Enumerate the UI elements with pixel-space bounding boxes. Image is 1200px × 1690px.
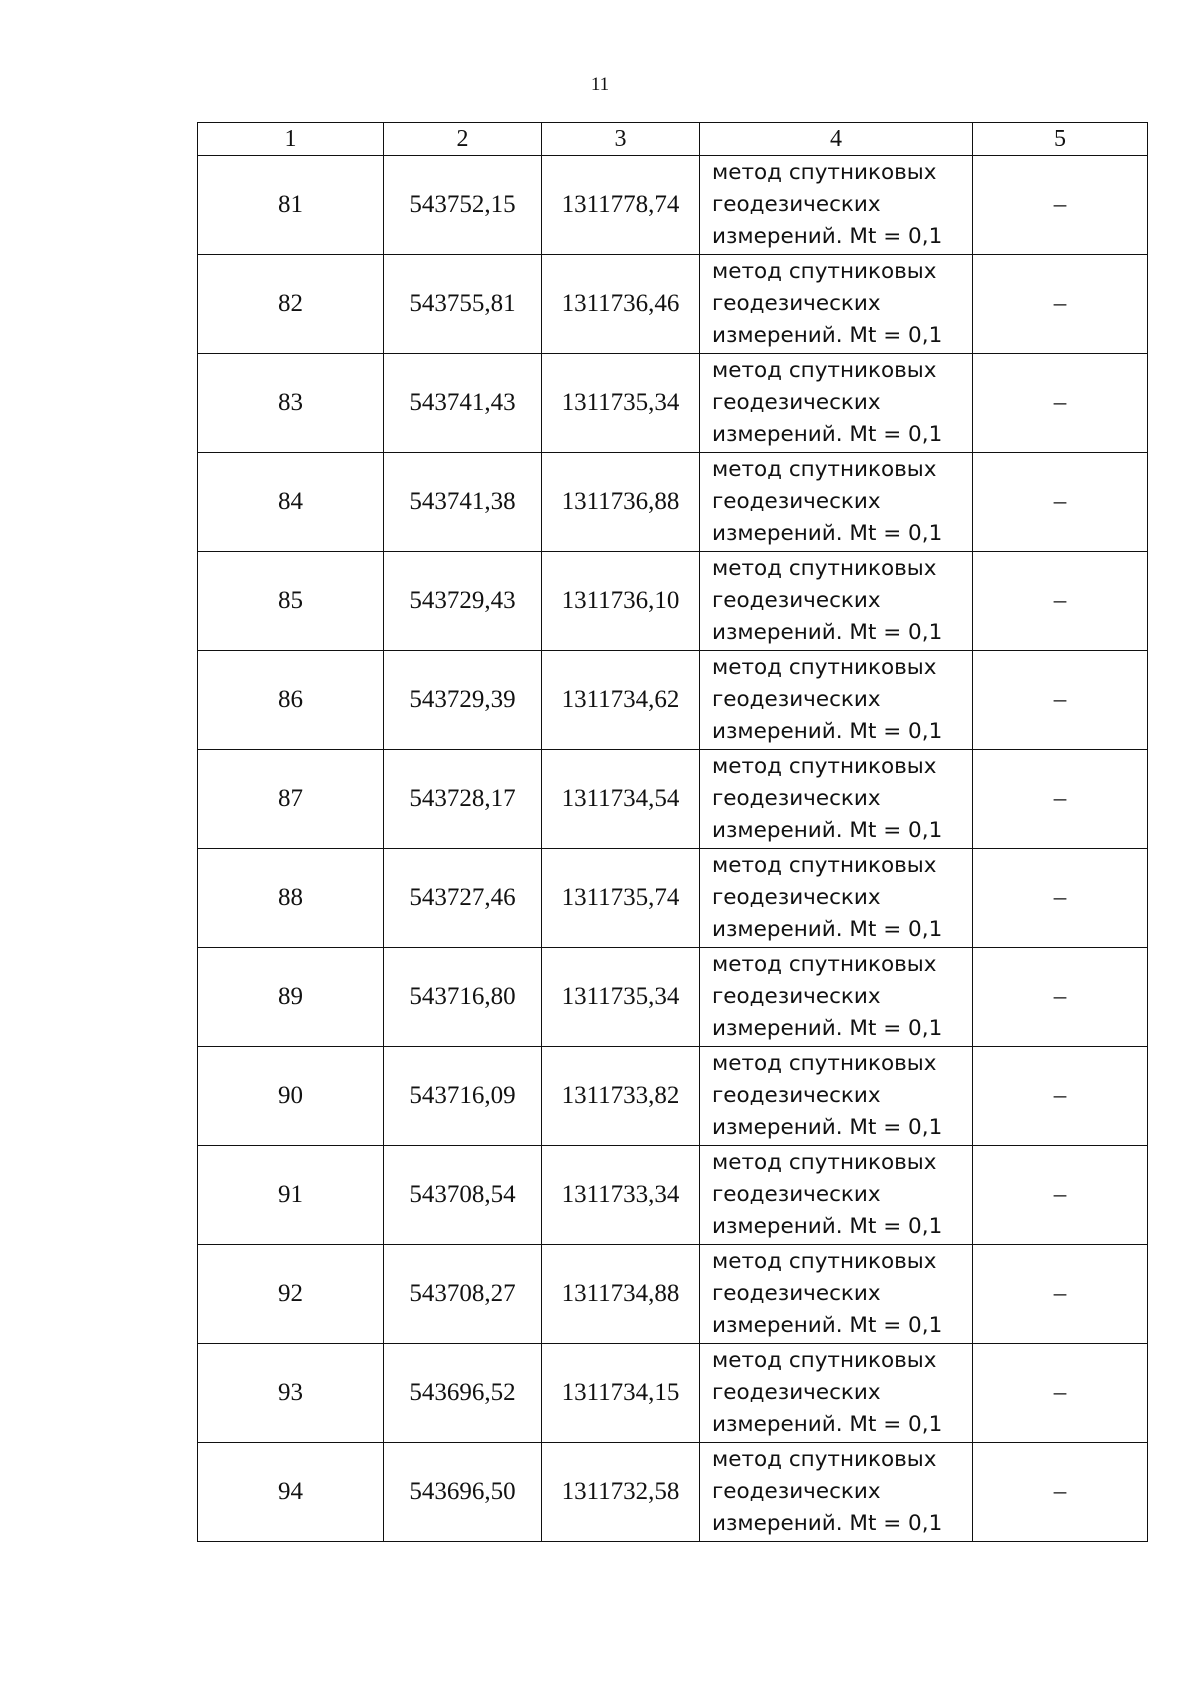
- method-line-3: измерений. Mt = 0,1: [712, 818, 943, 843]
- method-line-1: метод спутниковых: [712, 1249, 937, 1274]
- table-header: [198, 123, 1148, 156]
- point-number-cell: 94: [198, 1443, 384, 1542]
- table-row: [198, 651, 1148, 750]
- method-line-2: геодезических: [712, 192, 881, 217]
- point-number-cell: 83: [198, 354, 384, 453]
- method-line-2: геодезических: [712, 588, 881, 613]
- method-line-1: метод спутниковых: [712, 556, 937, 581]
- method-line-2: геодезических: [712, 1083, 881, 1108]
- header-col-2: 2: [384, 123, 542, 156]
- table-row: [198, 750, 1148, 849]
- point-number-cell: 84: [198, 453, 384, 552]
- x-coordinate-cell: 543729,43: [384, 552, 542, 651]
- column-5-cell: –: [973, 1146, 1148, 1245]
- method-cell: [700, 156, 973, 255]
- method-cell: [700, 1443, 973, 1542]
- table-row: [198, 453, 1148, 552]
- column-5-cell: –: [973, 1344, 1148, 1443]
- method-line-1: метод спутниковых: [712, 259, 937, 284]
- method-line-3: измерений. Mt = 0,1: [712, 620, 943, 645]
- y-coordinate-cell: 1311778,74: [542, 156, 700, 255]
- method-line-3: измерений. Mt = 0,1: [712, 917, 943, 942]
- method-line-2: геодезических: [712, 489, 881, 514]
- method-cell: [700, 1146, 973, 1245]
- y-coordinate-cell: 1311734,15: [542, 1344, 700, 1443]
- x-coordinate-cell: 543696,52: [384, 1344, 542, 1443]
- column-5-cell: –: [973, 156, 1148, 255]
- method-line-1: метод спутниковых: [712, 1348, 937, 1373]
- x-coordinate-cell: 543708,54: [384, 1146, 542, 1245]
- method-line-3: измерений. Mt = 0,1: [712, 719, 943, 744]
- method-line-1: метод спутниковых: [712, 952, 937, 977]
- method-line-3: измерений. Mt = 0,1: [712, 1115, 943, 1140]
- method-cell: [700, 552, 973, 651]
- method-cell: [700, 849, 973, 948]
- header-col-3: 3: [542, 123, 700, 156]
- method-line-3: измерений. Mt = 0,1: [712, 323, 943, 348]
- table-row: [198, 552, 1148, 651]
- point-number-cell: 92: [198, 1245, 384, 1344]
- x-coordinate-cell: 543708,27: [384, 1245, 542, 1344]
- header-row: [198, 123, 1148, 156]
- method-line-1: метод спутниковых: [712, 358, 937, 383]
- method-line-1: метод спутниковых: [712, 853, 937, 878]
- method-line-1: метод спутниковых: [712, 655, 937, 680]
- column-5-cell: –: [973, 1245, 1148, 1344]
- y-coordinate-cell: 1311734,62: [542, 651, 700, 750]
- method-cell: [700, 1047, 973, 1146]
- y-coordinate-cell: 1311736,88: [542, 453, 700, 552]
- table-row: [198, 354, 1148, 453]
- y-coordinate-cell: 1311735,34: [542, 354, 700, 453]
- column-5-cell: –: [973, 354, 1148, 453]
- table-row: [198, 849, 1148, 948]
- y-coordinate-cell: 1311736,10: [542, 552, 700, 651]
- table-row: [198, 948, 1148, 1047]
- column-5-cell: –: [973, 948, 1148, 1047]
- y-coordinate-cell: 1311735,34: [542, 948, 700, 1047]
- point-number-cell: 90: [198, 1047, 384, 1146]
- table-row: [198, 1344, 1148, 1443]
- header-col-1: 1: [198, 123, 384, 156]
- method-line-3: измерений. Mt = 0,1: [712, 224, 943, 249]
- point-number-cell: 81: [198, 156, 384, 255]
- point-number-cell: 91: [198, 1146, 384, 1245]
- header-col-5: 5: [973, 123, 1148, 156]
- x-coordinate-cell: 543741,38: [384, 453, 542, 552]
- method-line-3: измерений. Mt = 0,1: [712, 1214, 943, 1239]
- x-coordinate-cell: 543716,80: [384, 948, 542, 1047]
- method-cell: [700, 453, 973, 552]
- method-line-2: геодезических: [712, 1479, 881, 1504]
- column-5-cell: –: [973, 453, 1148, 552]
- x-coordinate-cell: 543729,39: [384, 651, 542, 750]
- method-line-1: метод спутниковых: [712, 160, 937, 185]
- point-number-cell: 89: [198, 948, 384, 1047]
- method-line-2: геодезических: [712, 786, 881, 811]
- table-row: [198, 255, 1148, 354]
- point-number-cell: 82: [198, 255, 384, 354]
- method-line-1: метод спутниковых: [712, 1447, 937, 1472]
- method-line-1: метод спутниковых: [712, 754, 937, 779]
- method-line-2: геодезических: [712, 1380, 881, 1405]
- x-coordinate-cell: 543728,17: [384, 750, 542, 849]
- column-5-cell: –: [973, 849, 1148, 948]
- y-coordinate-cell: 1311733,34: [542, 1146, 700, 1245]
- table-row: [198, 156, 1148, 255]
- method-line-2: геодезических: [712, 390, 881, 415]
- y-coordinate-cell: 1311734,88: [542, 1245, 700, 1344]
- column-5-cell: –: [973, 255, 1148, 354]
- method-line-2: геодезических: [712, 885, 881, 910]
- header-col-4: 4: [700, 123, 973, 156]
- table-row: [198, 1443, 1148, 1542]
- method-line-3: измерений. Mt = 0,1: [712, 1016, 943, 1041]
- method-line-1: метод спутниковых: [712, 1150, 937, 1175]
- x-coordinate-cell: 543716,09: [384, 1047, 542, 1146]
- point-number-cell: 88: [198, 849, 384, 948]
- method-cell: [700, 1245, 973, 1344]
- method-line-2: геодезических: [712, 687, 881, 712]
- x-coordinate-cell: 543727,46: [384, 849, 542, 948]
- x-coordinate-cell: 543741,43: [384, 354, 542, 453]
- method-cell: [700, 651, 973, 750]
- y-coordinate-cell: 1311735,74: [542, 849, 700, 948]
- column-5-cell: –: [973, 651, 1148, 750]
- x-coordinate-cell: 543752,15: [384, 156, 542, 255]
- table-row: [198, 1047, 1148, 1146]
- point-number-cell: 87: [198, 750, 384, 849]
- method-line-1: метод спутниковых: [712, 457, 937, 482]
- column-5-cell: –: [973, 1443, 1148, 1542]
- method-line-2: геодезических: [712, 984, 881, 1009]
- method-cell: [700, 1344, 973, 1443]
- method-line-1: метод спутниковых: [712, 1051, 937, 1076]
- coordinates-table: [197, 122, 1148, 1542]
- method-cell: [700, 750, 973, 849]
- point-number-cell: 85: [198, 552, 384, 651]
- method-line-3: измерений. Mt = 0,1: [712, 1511, 943, 1536]
- method-line-2: геодезических: [712, 1281, 881, 1306]
- method-line-2: геодезических: [712, 1182, 881, 1207]
- y-coordinate-cell: 1311732,58: [542, 1443, 700, 1542]
- x-coordinate-cell: 543755,81: [384, 255, 542, 354]
- table-row: [198, 1146, 1148, 1245]
- table-body: [198, 156, 1148, 1542]
- page-number: 11: [590, 74, 610, 95]
- method-line-3: измерений. Mt = 0,1: [712, 521, 943, 546]
- y-coordinate-cell: 1311734,54: [542, 750, 700, 849]
- method-line-3: измерений. Mt = 0,1: [712, 1313, 943, 1338]
- x-coordinate-cell: 543696,50: [384, 1443, 542, 1542]
- column-5-cell: –: [973, 750, 1148, 849]
- method-line-2: геодезических: [712, 291, 881, 316]
- method-cell: [700, 948, 973, 1047]
- column-5-cell: –: [973, 1047, 1148, 1146]
- table-row: [198, 1245, 1148, 1344]
- point-number-cell: 93: [198, 1344, 384, 1443]
- y-coordinate-cell: 1311736,46: [542, 255, 700, 354]
- column-5-cell: –: [973, 552, 1148, 651]
- method-cell: [700, 255, 973, 354]
- method-line-3: измерений. Mt = 0,1: [712, 422, 943, 447]
- point-number-cell: 86: [198, 651, 384, 750]
- method-cell: [700, 354, 973, 453]
- method-line-3: измерений. Mt = 0,1: [712, 1412, 943, 1437]
- y-coordinate-cell: 1311733,82: [542, 1047, 700, 1146]
